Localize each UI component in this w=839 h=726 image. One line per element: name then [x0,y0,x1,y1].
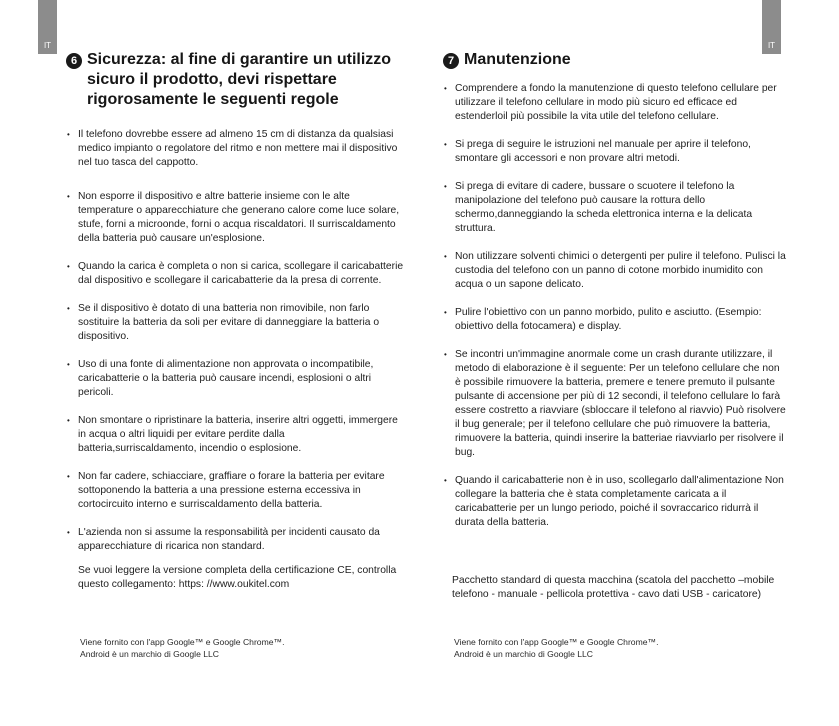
package-contents: Pacchetto standard di questa macchina (scatola del pacchetto –mobile telefono - manuale - pellicola protettiva - cavo dati USB - caricatore) [452,575,775,600]
language-tab-label: IT [43,41,52,50]
safety-rules-list [66,128,404,554]
list-item: • Se incontri un'immagine anormale come un crash durante utilizzare, il metodo di elaborazione è il seguente: Per un telefono cellulare che non è possibile rimuovere la batteria, premere e tenere premuto il pulsante pulsante di accensione per più di 12 secondi, il telefono cellulare lo farà essere costretto a riavviare (sbloccare il telefono al riavvio) Può risolvere il bug generale; per il telefono cellulare che può rimuovere la batteria, rimuovere la batteria, quindi inserire la batteriae riavviarlo per risolvere il bug. [443,348,788,460]
list-item: • Non esporre il dispositivo e altre batterie insieme con le alte temperature o apparecchiature che generano calore come luce solare, stufe, forni a microonde, forni o acqua riscaldatori. Il surriscaldamento della batteria può causare un'esplosione. [66,190,404,246]
section-number-badge: 6 [66,53,82,69]
footer-trademark-line: Viene fornito con l'app Google™ e Google Chrome™. [80,637,285,647]
list-item: • Il telefono dovrebbe essere ad almeno 15 cm di distanza da qualsiasi medico impianto o regolatore del ritmo e non mettere mai il dispositivo nel tuo tasca del cappotto. [66,128,404,170]
list-item: • Non smontare o ripristinare la batteria, inserire altri oggetti, immergere in acqua o altri liquidi per evitare perdite dalla batteria,surriscaldamento, incendio o esplosione. [66,414,404,456]
footer-right [454,636,659,660]
section-heading [443,50,788,70]
language-tab-right [762,0,781,54]
list-item: • L'azienda non si assume la responsabilità per incidenti causato da apparecchiature di ricarica non standard. [66,526,404,554]
footer-trademark-line: Android è un marchio di Google LLC [454,649,594,659]
list-item: • Si prega di evitare di cadere, bussare o scuotere il telefono la manipolazione del telefono può causare la rottura dello schermo,danneggiando la scheda elettronica interna e la delicata struttura. [443,180,788,236]
language-tab-label: IT [767,41,776,50]
ce-certification-note: Se vuoi leggere la versione completa della certificazione CE, controlla questo collegamento: https: //www.oukitel.com [78,565,397,590]
language-tab-left [38,0,57,54]
list-item: • Quando il caricabatterie non è in uso, scollegarlo dall'alimentazione Non collegare la batteria che è stata completamente caricata a il caricabatterie per un lungo periodo, poiché il sovraccarico ridurrà il durata della batteria. [443,474,788,530]
list-item: • Pulire l'obiettivo con un panno morbido, pulito e asciutto. (Esempio: obiettivo della fotocamera) e display. [443,306,788,334]
footer-trademark-line: Viene fornito con l'app Google™ e Google Chrome™. [454,637,659,647]
footer-left [80,636,285,660]
maintenance-list [443,82,788,530]
left-page [66,50,404,592]
list-item: • Non utilizzare solventi chimici o detergenti per pulire il telefono. Pulisci la custodia del telefono con un panno di cotone morbido inumidito con acqua o un sapone delicato. [443,250,788,292]
section-title: Manutenzione [464,51,571,68]
right-page [443,50,788,602]
section-title: Sicurezza: al fine di garantire un utilizzo sicuro il prodotto, devi rispettare rigorosamente le seguenti regole [87,51,392,108]
list-item: • Non far cadere, schiacciare, graffiare o forare la batteria per evitare sottoponendo la batteria a una pressione esterna eccessiva in cortocircuito interno e surriscaldamento della batteria. [66,470,404,512]
list-item: • Se il dispositivo è dotato di una batteria non rimovibile, non farlo sostituire la batteria da soli per evitare di danneggiare la batteria o dispositivo. [66,302,404,344]
section-number-badge: 7 [443,53,459,69]
list-item: • Comprendere a fondo la manutenzione di questo telefono cellulare per utilizzare il telefono cellulare in modo più sicuro ed efficace ed estenderloil più possibile la vita utile del telefono cellulare. [443,82,788,124]
footer-trademark-line: Android è un marchio di Google LLC [80,649,220,659]
list-item: • Uso di una fonte di alimentazione non approvata o incompatibile, caricabatterie o la batteria può causare incendi, esplosioni o altri pericoli. [66,358,404,400]
list-item: • Quando la carica è completa o non si carica, scollegare il caricabatterie dal dispositivo e scollegare il caricabatterie da la presa di corrente. [66,260,404,288]
list-item: • Si prega di seguire le istruzioni nel manuale per aprire il telefono, smontare gli accessori e non provare altri metodi. [443,138,788,166]
section-heading [66,50,404,110]
